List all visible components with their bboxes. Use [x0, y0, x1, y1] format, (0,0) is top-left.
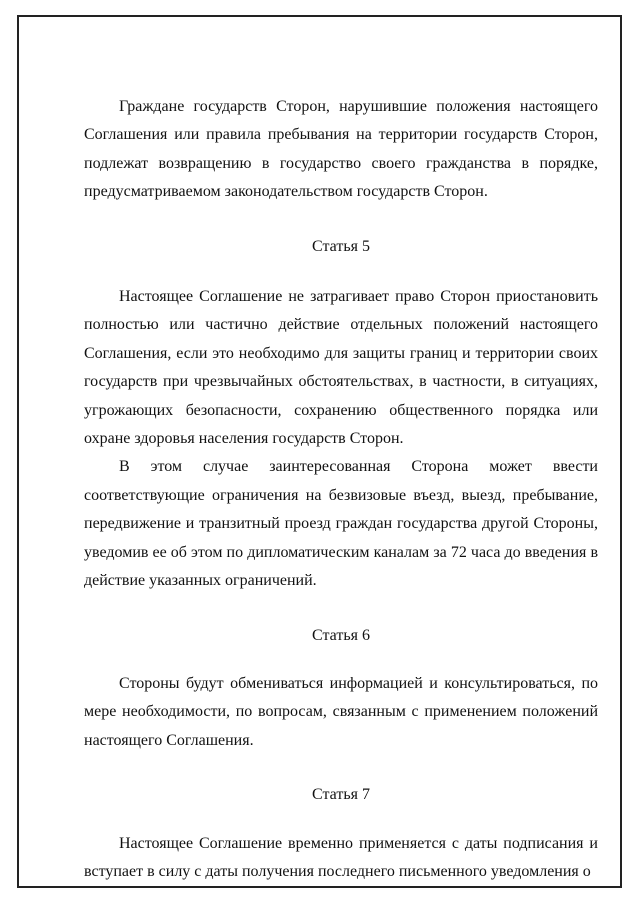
article-5-paragraph-2: В этом случае заинтересованная Сторона может ввести соответствующие ограничения на безвизовые въезд, выезд, пребывание, передвижение и транзитный проезд граждан государства другой Стороны, уведомив ее об этом по дипломатическим каналам за 72 часа до введения в действие указанных ограничений.	[84, 458, 598, 590]
article-5-heading: Статья 5	[312, 237, 370, 255]
document-body	[84, 93, 598, 886]
article-6-heading: Статья 6	[312, 626, 370, 644]
intro-paragraph: Граждане государств Сторон, нарушившие положения настоящего Соглашения или правила пребывания на территории государств Сторон, подлежат возвращению в государство своего гражданства в порядке, предусматриваемом законодательством государств Сторон.	[84, 98, 598, 201]
article-6-paragraph-1: Стороны будут обмениваться информацией и консультироваться, по мере необходимости, по вопросам, связанным с применением положений настоящего Соглашения.	[84, 674, 598, 749]
article-5-paragraph-1: Настоящее Соглашение не затрагивает право Сторон приостановить полностью или частично действие отдельных положений настоящего Соглашения, если это необходимо для защиты границ и территории своих государств при чрезвычайных обстоятельствах, в частности, в ситуациях, угрожающих безопасности, сохранению общественного порядка или охране здоровья населения государств Сторон.	[84, 288, 598, 448]
article-7-paragraph-1: Настоящее Соглашение временно применяется с даты подписания и вступает в силу с даты получения последнего письменного уведомления о	[84, 834, 598, 880]
article-7-heading: Статья 7	[312, 786, 370, 804]
